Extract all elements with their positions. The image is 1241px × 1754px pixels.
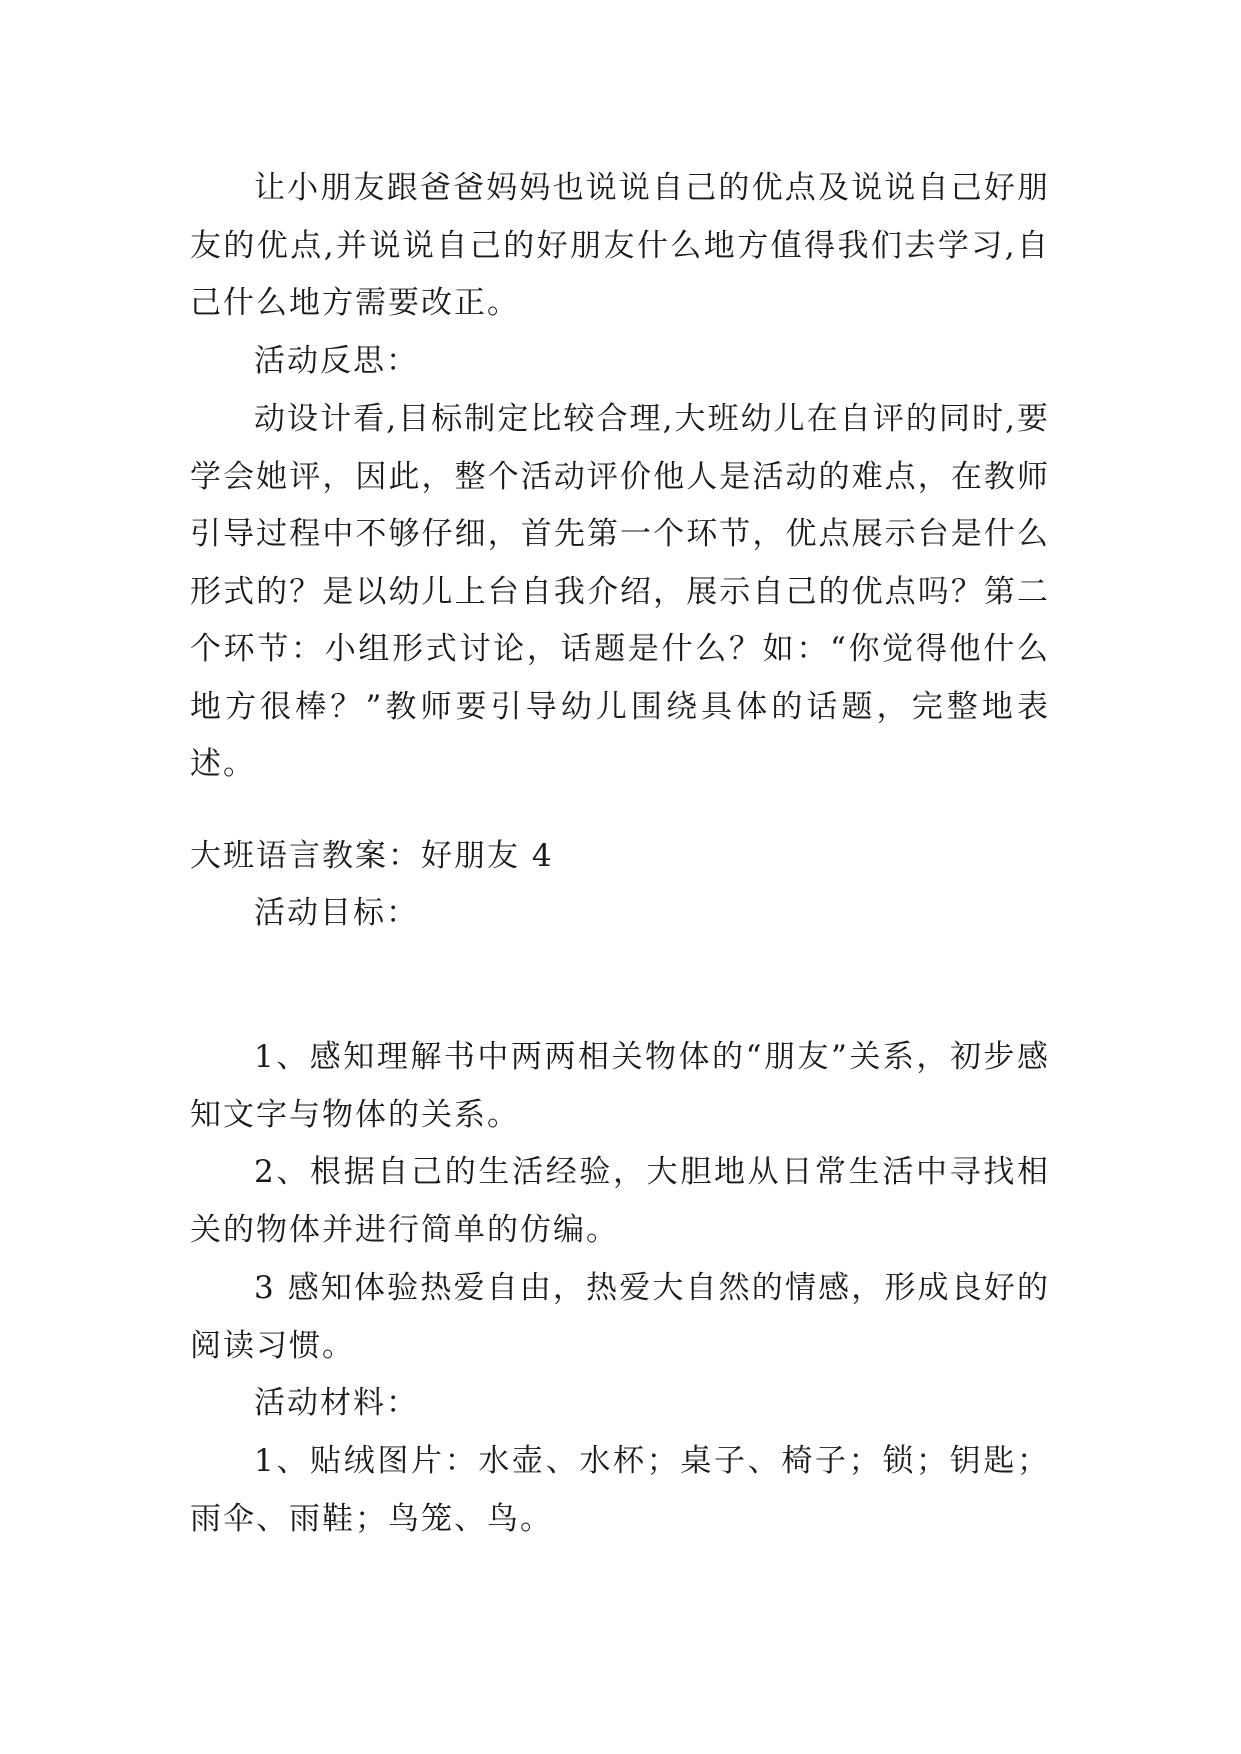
paragraph-reflection-body: 动设计看,目标制定比较合理,大班幼儿在自评的同时,要学会她评，因此，整个活动评价他人是活动的难点，在教师引导过程中不够仔细，首先第一个环节，优点展示台是什么形式的？是以幼儿上台自我介绍，展示自己的优点吗？第二个环节：小组形式讨论，话题是什么？如：“你觉得他什么地方很棒？”教师要引导幼儿围绕具体的话题，完整地表述。 (190, 401, 1050, 782)
heading-activity-reflection: 活动反思： (254, 343, 419, 379)
goal-item-3: 3 感知体验热爱自由，热爱大自然的情感，形成良好的阅读习惯。 (190, 1270, 1050, 1364)
goal-item-1: 1、感知理解书中两两相关物体的“朋友”关系，初步感知文字与物体的关系。 (190, 1039, 1050, 1133)
heading-activity-goals: 活动目标： (254, 895, 419, 931)
lesson-plan-title: 大班语言教案：好朋友 4 (190, 838, 554, 874)
materials-item-1: 1、贴绒图片：水壶、水杯；桌子、椅子；锁；钥匙；雨伞、雨鞋；鸟笼、鸟。 (190, 1443, 1050, 1537)
goal-item-2: 2、根据自己的生活经验，大胆地从日常生活中寻找相关的物体并进行简单的仿编。 (190, 1154, 1050, 1248)
heading-activity-materials: 活动材料： (254, 1385, 419, 1421)
paragraph-share-strengths: 让小朋友跟爸爸妈妈也说说自己的优点及说说自己好朋友的优点,并说说自己的好朋友什么地方值得我们去学习,自己什么地方需要改正。 (190, 170, 1050, 321)
